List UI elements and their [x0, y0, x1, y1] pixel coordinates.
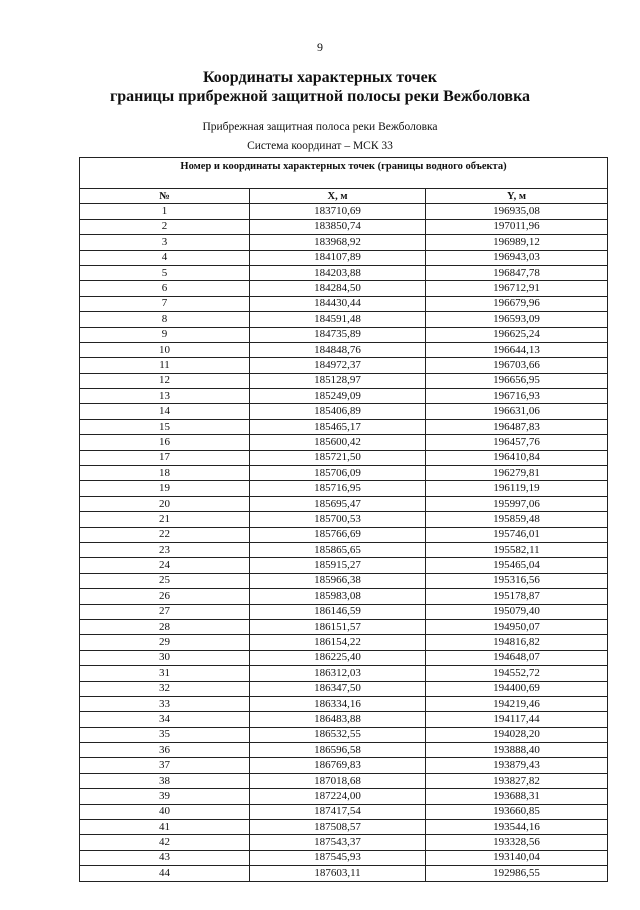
- cell-x: 187545,93: [250, 850, 426, 865]
- table-row: [80, 542, 608, 557]
- coordinates-table: [79, 157, 608, 882]
- table-row: [80, 773, 608, 788]
- column-header-x: X, м: [250, 189, 426, 204]
- cell-number: 5: [80, 265, 250, 280]
- table-row: [80, 235, 608, 250]
- cell-y: 196593,09: [426, 312, 608, 327]
- cell-y: 194117,44: [426, 712, 608, 727]
- cell-x: 186483,88: [250, 712, 426, 727]
- cell-x: 183850,74: [250, 219, 426, 234]
- cell-y: 196712,91: [426, 281, 608, 296]
- cell-y: 196935,08: [426, 204, 608, 219]
- cell-x: 185716,95: [250, 481, 426, 496]
- cell-number: 32: [80, 681, 250, 696]
- title-line-2: границы прибрежной защитной полосы реки Вежболовка: [109, 88, 531, 105]
- table-row: [80, 389, 608, 404]
- cell-x: 185865,65: [250, 542, 426, 557]
- table-row: [80, 789, 608, 804]
- cell-y: 194950,07: [426, 619, 608, 634]
- cell-x: 184284,50: [250, 281, 426, 296]
- cell-x: 185966,38: [250, 573, 426, 588]
- table-row: [80, 358, 608, 373]
- cell-number: 14: [80, 404, 250, 419]
- cell-number: 35: [80, 727, 250, 742]
- table-row: [80, 204, 608, 219]
- title-line-1: Координаты характерных точек: [202, 69, 437, 86]
- table-row: [80, 219, 608, 234]
- cell-x: 185600,42: [250, 435, 426, 450]
- table-body: [80, 204, 608, 881]
- cell-y: 195465,04: [426, 558, 608, 573]
- cell-y: 196989,12: [426, 235, 608, 250]
- cell-x: 186347,50: [250, 681, 426, 696]
- table-row: [80, 650, 608, 665]
- cell-x: 184203,88: [250, 265, 426, 280]
- table-row: [80, 619, 608, 634]
- cell-x: 183968,92: [250, 235, 426, 250]
- cell-number: 15: [80, 419, 250, 434]
- table-row: [80, 743, 608, 758]
- table-row: [80, 450, 608, 465]
- cell-x: 187417,54: [250, 804, 426, 819]
- cell-y: 196644,13: [426, 342, 608, 357]
- cell-x: 185721,50: [250, 450, 426, 465]
- cell-x: 186312,03: [250, 666, 426, 681]
- cell-number: 25: [80, 573, 250, 588]
- cell-number: 28: [80, 619, 250, 634]
- table-row: [80, 281, 608, 296]
- cell-x: 185406,89: [250, 404, 426, 419]
- cell-number: 22: [80, 527, 250, 542]
- cell-x: 185706,09: [250, 466, 426, 481]
- table-row: [80, 573, 608, 588]
- cell-x: 184591,48: [250, 312, 426, 327]
- cell-number: 2: [80, 219, 250, 234]
- cell-number: 44: [80, 866, 250, 881]
- cell-number: 26: [80, 589, 250, 604]
- cell-y: 195582,11: [426, 542, 608, 557]
- cell-y: 194219,46: [426, 696, 608, 711]
- table-row: [80, 496, 608, 511]
- cell-x: 184848,76: [250, 342, 426, 357]
- cell-number: 9: [80, 327, 250, 342]
- cell-y: 193879,43: [426, 758, 608, 773]
- table-row: [80, 312, 608, 327]
- cell-number: 8: [80, 312, 250, 327]
- cell-y: 193888,40: [426, 743, 608, 758]
- cell-y: 196847,78: [426, 265, 608, 280]
- cell-y: 196279,81: [426, 466, 608, 481]
- table-row: [80, 712, 608, 727]
- cell-number: 38: [80, 773, 250, 788]
- cell-y: 193660,85: [426, 804, 608, 819]
- cell-number: 31: [80, 666, 250, 681]
- table-row: [80, 820, 608, 835]
- cell-y: 196716,93: [426, 389, 608, 404]
- cell-y: 195316,56: [426, 573, 608, 588]
- table-row: [80, 250, 608, 265]
- document-title: [0, 68, 640, 106]
- cell-x: 185128,97: [250, 373, 426, 388]
- table-row: [80, 265, 608, 280]
- cell-x: 186146,59: [250, 604, 426, 619]
- cell-x: 186225,40: [250, 650, 426, 665]
- cell-y: 195079,40: [426, 604, 608, 619]
- cell-y: 196656,95: [426, 373, 608, 388]
- cell-y: 193140,04: [426, 850, 608, 865]
- cell-number: 1: [80, 204, 250, 219]
- cell-x: 185700,53: [250, 512, 426, 527]
- cell-y: 196410,84: [426, 450, 608, 465]
- cell-y: 194400,69: [426, 681, 608, 696]
- cell-x: 185983,08: [250, 589, 426, 604]
- cell-x: 186151,57: [250, 619, 426, 634]
- cell-y: 196119,19: [426, 481, 608, 496]
- cell-x: 184107,89: [250, 250, 426, 265]
- cell-x: 187224,00: [250, 789, 426, 804]
- cell-y: 195997,06: [426, 496, 608, 511]
- column-header-y: Y, м: [426, 189, 608, 204]
- cell-number: 6: [80, 281, 250, 296]
- cell-number: 16: [80, 435, 250, 450]
- cell-number: 29: [80, 635, 250, 650]
- cell-y: 192986,55: [426, 866, 608, 881]
- table-row: [80, 419, 608, 434]
- table-group-header: Номер и координаты характерных точек (границы водного объекта): [80, 158, 608, 189]
- cell-x: 184972,37: [250, 358, 426, 373]
- column-header-number: №: [80, 189, 250, 204]
- table-row: [80, 342, 608, 357]
- cell-x: 187018,68: [250, 773, 426, 788]
- cell-x: 185915,27: [250, 558, 426, 573]
- cell-number: 36: [80, 743, 250, 758]
- table-row: [80, 727, 608, 742]
- table-row: [80, 866, 608, 881]
- cell-y: 196487,83: [426, 419, 608, 434]
- table-row: [80, 696, 608, 711]
- cell-x: 186532,55: [250, 727, 426, 742]
- cell-x: 186334,16: [250, 696, 426, 711]
- cell-number: 19: [80, 481, 250, 496]
- cell-number: 24: [80, 558, 250, 573]
- table-row: [80, 373, 608, 388]
- cell-number: 4: [80, 250, 250, 265]
- table-row: [80, 327, 608, 342]
- cell-y: 193827,82: [426, 773, 608, 788]
- cell-x: 186596,58: [250, 743, 426, 758]
- cell-number: 42: [80, 835, 250, 850]
- cell-number: 39: [80, 789, 250, 804]
- cell-x: 186154,22: [250, 635, 426, 650]
- cell-x: 185249,09: [250, 389, 426, 404]
- table-row: [80, 589, 608, 604]
- cell-number: 12: [80, 373, 250, 388]
- cell-y: 196679,96: [426, 296, 608, 311]
- cell-x: 185465,17: [250, 419, 426, 434]
- cell-x: 183710,69: [250, 204, 426, 219]
- cell-x: 184430,44: [250, 296, 426, 311]
- cell-number: 17: [80, 450, 250, 465]
- cell-y: 195178,87: [426, 589, 608, 604]
- page-number: 9: [317, 40, 323, 54]
- cell-number: 37: [80, 758, 250, 773]
- table-row: [80, 512, 608, 527]
- cell-y: 195746,01: [426, 527, 608, 542]
- cell-y: 193328,56: [426, 835, 608, 850]
- cell-number: 43: [80, 850, 250, 865]
- cell-y: 196457,76: [426, 435, 608, 450]
- coordinate-system: Система координат – МСК 33: [247, 140, 393, 152]
- table-row: [80, 835, 608, 850]
- cell-x: 185695,47: [250, 496, 426, 511]
- table-row: [80, 604, 608, 619]
- cell-number: 10: [80, 342, 250, 357]
- table-row: [80, 804, 608, 819]
- table-row: [80, 481, 608, 496]
- cell-number: 3: [80, 235, 250, 250]
- cell-number: 33: [80, 696, 250, 711]
- table-row: [80, 558, 608, 573]
- cell-number: 41: [80, 820, 250, 835]
- table-row: [80, 758, 608, 773]
- table-row: [80, 635, 608, 650]
- cell-number: 18: [80, 466, 250, 481]
- cell-y: 194552,72: [426, 666, 608, 681]
- table-row: [80, 466, 608, 481]
- cell-y: 194648,07: [426, 650, 608, 665]
- cell-x: 187543,37: [250, 835, 426, 850]
- cell-x: 185766,69: [250, 527, 426, 542]
- cell-number: 7: [80, 296, 250, 311]
- table-row: [80, 404, 608, 419]
- cell-number: 13: [80, 389, 250, 404]
- cell-y: 196625,24: [426, 327, 608, 342]
- cell-number: 34: [80, 712, 250, 727]
- cell-number: 11: [80, 358, 250, 373]
- table-row: [80, 296, 608, 311]
- cell-y: 193544,16: [426, 820, 608, 835]
- cell-number: 23: [80, 542, 250, 557]
- table-row: [80, 681, 608, 696]
- cell-x: 184735,89: [250, 327, 426, 342]
- cell-y: 196703,66: [426, 358, 608, 373]
- cell-y: 196943,03: [426, 250, 608, 265]
- cell-y: 195859,48: [426, 512, 608, 527]
- table-row: [80, 850, 608, 865]
- table-row: [80, 666, 608, 681]
- cell-y: 194816,82: [426, 635, 608, 650]
- cell-y: 193688,31: [426, 789, 608, 804]
- table-row: [80, 527, 608, 542]
- cell-y: 194028,20: [426, 727, 608, 742]
- cell-number: 30: [80, 650, 250, 665]
- cell-number: 20: [80, 496, 250, 511]
- cell-y: 197011,96: [426, 219, 608, 234]
- document-subtitle: Прибрежная защитная полоса реки Вежболовка: [202, 121, 438, 133]
- table-row: [80, 435, 608, 450]
- cell-number: 27: [80, 604, 250, 619]
- cell-x: 187508,57: [250, 820, 426, 835]
- cell-x: 187603,11: [250, 866, 426, 881]
- cell-number: 21: [80, 512, 250, 527]
- cell-number: 40: [80, 804, 250, 819]
- cell-y: 196631,06: [426, 404, 608, 419]
- cell-x: 186769,83: [250, 758, 426, 773]
